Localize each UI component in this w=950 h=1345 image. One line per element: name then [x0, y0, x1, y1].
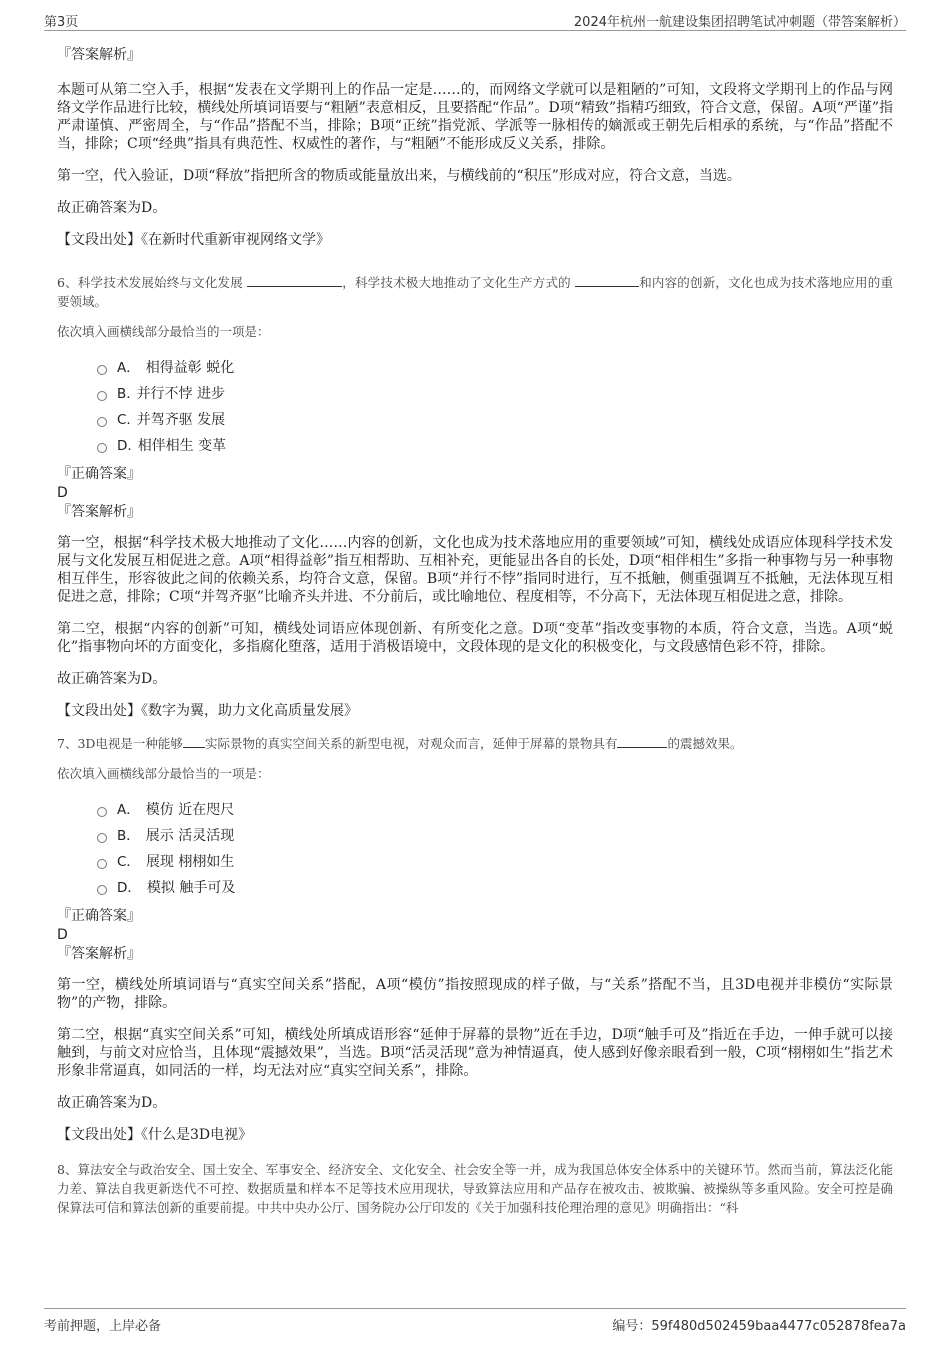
source-line	[57, 702, 893, 720]
page-footer	[44, 1308, 906, 1339]
analysis-paragraph: 第一空，横线处所填词语与“真实空间关系”搭配，A项“模仿”指按照现成的样子做，与“关系”搭配不当，且3D电视并非模仿“实际景物”的产物，排除。	[57, 977, 893, 1011]
option-list	[57, 797, 893, 901]
analysis-label: 『答案解析』	[57, 504, 141, 520]
answer-blank	[617, 735, 667, 748]
answer-blank	[575, 274, 639, 287]
radio-icon[interactable]	[97, 885, 107, 895]
conclusion-text: 故正确答案为D。	[57, 1095, 167, 1111]
radio-icon[interactable]	[97, 443, 107, 453]
source-line	[57, 1126, 893, 1144]
source-label: 【文段出处】	[57, 1127, 141, 1143]
conclusion-text: 故正确答案为D。	[57, 200, 167, 216]
option-list	[57, 355, 893, 459]
correct-answer: D	[57, 927, 68, 943]
answer-blank	[183, 735, 205, 748]
page-header	[44, 8, 906, 31]
question-7-text: 7、3D电视是一种能够 实际景物的真实空间关系的新型电视，对观众而言，延伸于屏幕的景物具有 的震撼效果。	[57, 736, 743, 751]
source-title: 《什么是3D电视》	[141, 1127, 253, 1143]
footer-slogan: 考前押题，上岸必备	[44, 1319, 162, 1334]
source-title: 《在新时代重新审视网络文学》	[141, 232, 330, 248]
source-label: 【文段出处】	[57, 232, 141, 248]
radio-icon[interactable]	[97, 859, 107, 869]
option-a[interactable]: A． 模仿 近在咫尺	[97, 797, 893, 823]
option-b[interactable]: B. 并行不悖 进步	[97, 381, 893, 407]
correct-answer-label: 『正确答案』	[57, 908, 141, 924]
analysis-paragraph: 第一空，根据“科学技术极大地推动了文化……内容的创新，文化也成为技术落地应用的重要领域”可知，横线处成语应体现科学技术发展与文化发展互相促进之意。A项“相得益彰”指互相帮助、互相补充，更能显出各自的长处，D项“相伴相生”多指一种事物与另一种事物相互伴生，形容彼此之间的依赖关系，均符合文意，保留。B项“并行不悖”指同时进行，互不抵触，侧重强调互不抵触，无法体现互相促进之意，排除；C项“并驾齐驱”比喻齐头并进、不分前后，或比喻地位、程度相等，不分高下，无法体现互相促进之意，排除。	[57, 535, 893, 605]
analysis-label: 『答案解析』	[57, 47, 141, 63]
page-content	[57, 46, 893, 1217]
question-prompt: 依次填入画横线部分最恰当的一项是：	[57, 324, 270, 339]
analysis-paragraph: 第一空，代入验证，D项“释放”指把所含的物质或能量放出来，与横线前的“积压”形成对应，符合文意，当选。	[57, 168, 741, 184]
question-prompt: 依次填入画横线部分最恰当的一项是：	[57, 766, 270, 781]
radio-icon[interactable]	[97, 417, 107, 427]
page-number: 第3页	[44, 15, 79, 30]
source-line	[57, 231, 893, 249]
analysis-paragraph: 第二空，根据“内容的创新”可知，横线处词语应体现创新、有所变化之意。D项“变革”指改变事物的本质，符合文意，当选。A项“蜕化”指事物向坏的方面变化，多指腐化堕落，适用于消极语境中，文段体现的是文化的积极变化，与文段感情色彩不符，排除。	[57, 621, 893, 655]
option-b[interactable]: B． 展示 活灵活现	[97, 823, 893, 849]
answer-blank	[247, 274, 342, 287]
option-c[interactable]: C． 展现 栩栩如生	[97, 849, 893, 875]
question-8-text: 8、算法安全与政治安全、国土安全、军事安全、经济安全、文化安全、社会安全等一并，成为我国总体安全体系中的关键环节。然而当前，算法泛化能力差、算法自我更新迭代不可控、数据质量和样本不足等技术应用现状，导致算法应用和产品存在被攻击、被欺骗、被操纵等多重风险。安全可控是确保算法可信和算法创新的重要前提。中共中央办公厅、国务院办公厅印发的《关于加强科技伦理治理的意见》明确指出：“科	[57, 1162, 893, 1215]
analysis-paragraph: 第二空，根据“真实空间关系”可知，横线处所填成语形容“延伸于屏幕的景物”近在手边，D项“触手可及”指近在手边，一伸手就可以接触到，与前文对应恰当，且体现“震撼效果”，当选。B项“活灵活现”意为神情逼真，使人感到好像亲眼看到一般，C项“栩栩如生”指艺术形象非常逼真，如同活的一样，均无法对应“真实空间关系”，排除。	[57, 1027, 893, 1079]
option-d[interactable]: D. 相伴相生 变革	[97, 433, 893, 459]
radio-icon[interactable]	[97, 365, 107, 375]
analysis-paragraph: 本题可从第二空入手，根据“发表在文学期刊上的作品一定是……的，而网络文学就可以是粗陋的”可知，文段将文学期刊上的作品与网络文学作品进行比较，横线处所填词语要与“粗陋”表意相反，且要搭配“作品”。D项“精致”指精巧细致，符合文意，保留。A项“严谨”指严肃谨慎、严密周全，与“作品”搭配不当，排除；B项“正统”指党派、学派等一脉相传的嫡派或王朝先后相承的系统，与“作品”搭配不当，排除；C项“经典”指具有典范性、权威性的著作，与“粗陋”不能形成反义关系，排除。	[57, 82, 893, 152]
question-6-text: 6、科学技术发展始终与文化发展 ，科学技术极大地推动了文化生产方式的 和内容的创新，文化也成为技术落地应用的重要领域。	[57, 275, 893, 309]
source-label: 【文段出处】	[57, 703, 141, 719]
analysis-label: 『答案解析』	[57, 946, 141, 962]
radio-icon[interactable]	[97, 833, 107, 843]
correct-answer-label: 『正确答案』	[57, 466, 141, 482]
option-d[interactable]: D． 模拟 触手可及	[97, 875, 893, 901]
document-code: 编号：59f480d502459baa4477c052878fea7a	[612, 1319, 906, 1334]
option-a[interactable]: A． 相得益彰 蜕化	[97, 355, 893, 381]
source-title: 《数字为翼，助力文化高质量发展》	[141, 703, 358, 719]
radio-icon[interactable]	[97, 807, 107, 817]
option-c[interactable]: C. 并驾齐驱 发展	[97, 407, 893, 433]
radio-icon[interactable]	[97, 391, 107, 401]
correct-answer: D	[57, 485, 68, 501]
document-title: 2024年杭州一航建设集团招聘笔试冲刺题（带答案解析）	[573, 15, 906, 30]
conclusion-text: 故正确答案为D。	[57, 671, 167, 687]
